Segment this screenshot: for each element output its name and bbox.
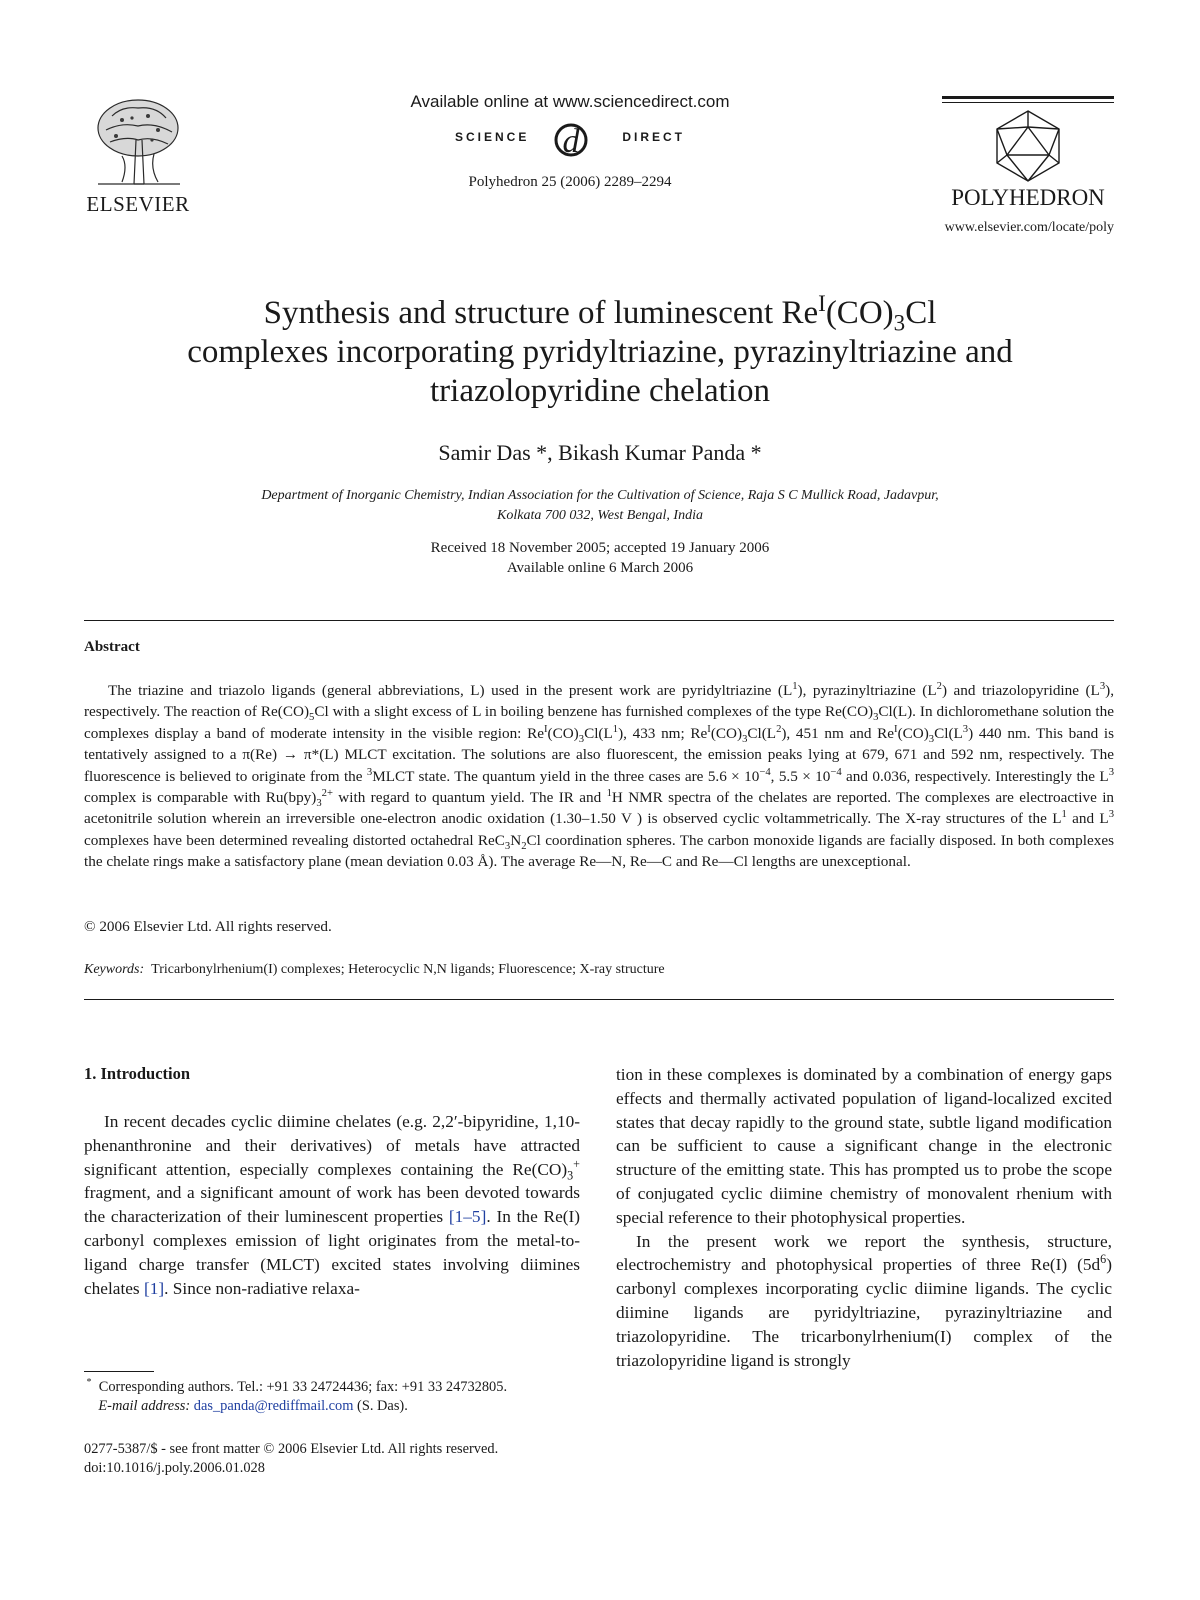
- elsevier-tree-icon: [92, 96, 184, 190]
- citation-link[interactable]: [1–5]: [448, 1207, 487, 1227]
- sciencedirect-science-text: SCIENCE: [455, 130, 530, 144]
- abstract-copyright: © 2006 Elsevier Ltd. All rights reserved.: [84, 918, 332, 935]
- polyhedron-wordmark: POLYHEDRON: [951, 185, 1105, 210]
- sciencedirect-logo: [455, 116, 685, 160]
- available-date: Available online 6 March 2006: [506, 560, 694, 576]
- body-column-left: In recent decades cyclic diimine chelates (e.g. 2,2′-bipyridine, 1,10-phenanthronine and their derivatives) of metals have attracted significant attention, especially complexes containing the $Re(CO)_3^+$ fragment, and a significant amount of work has been devoted towards the characterization of their luminescent properties [1–5]. In the Re(I) carbonyl complexes emission of light originates from the metal-to-ligand charge transfer (MLCT) excited states involving diimines chelates [1]. Since non-radiative relaxa-: [84, 1112, 581, 1298]
- paragraph: In the present work we report the synthesis, structure, electrochemistry and photophysical properties of three Re(I) $(5d^6)$ carbonyl complexes incorporating cyclic diimine ligands. The cyclic diimine ligands are pyridyltriazine, pyrazinyltriazine and triazolopyridine. The tricarbonylrhenium(I) complex of the triazolopyridine ligand is strongly: [616, 1231, 1112, 1370]
- keywords: [84, 962, 665, 978]
- front-matter: [84, 1440, 604, 1478]
- available-online-text: Available online at www.sciencedirect.com: [410, 92, 730, 111]
- body-column-right: [616, 1063, 1112, 1372]
- sciencedirect-d-icon: [553, 116, 589, 160]
- svg-text:d: d: [562, 123, 580, 160]
- journal-url[interactable]: www.elsevier.com/locate/poly: [944, 220, 1114, 235]
- icosahedron-icon: [993, 109, 1063, 183]
- elsevier-logo: [82, 96, 194, 216]
- abstract-heading: Abstract: [84, 639, 140, 655]
- email-link[interactable]: das_panda@rediffmail.com: [193, 1398, 354, 1414]
- citation-link[interactable]: [1]: [143, 1278, 165, 1298]
- elsevier-wordmark: ELSEVIER: [86, 192, 190, 216]
- polyhedron-rule: [942, 96, 1114, 99]
- divider: [84, 620, 1114, 621]
- sciencedirect-direct-text: DIRECT: [622, 130, 685, 144]
- abstract-body: The triazine and triazolo ligands (general abbreviations, L) used in the present work are pyridyltriazine $(L^1)$, pyrazinyltriazine $(L^2)$ and triazolopyridine $(L^3)$, respectively. The reaction of $Re(CO)_5Cl$ with a slight excess of L in boiling benzene has furnished complexes of the type $Re(CO)_3Cl(L)$. In dichloromethane solution the complexes display a band of moderate intensity in the visible region: $Re^I(CO)_3Cl(L^1)$, 433 nm; $Re^I(CO)_3Cl(L^2)$, 451 nm and $Re^I(CO)_3Cl(L^3)$ 440 nm. This band is tentatively assigned to a π(Re) → π*(L) MLCT excitation. The solutions are also fluorescent, the emission peaks lying at 679, 671 and 592 nm, respectively. The fluorescence is believed to originate from the $^3$MLCT state. The quantum yield in the three cases are $5.6 \times 10^{-4}$, $5.5 \times 10^{-4}$ and 0.036, respectively. Interestingly the $L^3$ complex is comparable with $Ru(bpy)_3^{2+}$ with regard to quantum yield. The IR and $^1$H NMR spectra of the chelates are reported. The complexes are electroactive in acetonitrile solution wherein an irreversible one-electron anodic oxidation (1.30–1.50 V ) is observed cyclic voltammetrically. The X-ray structures of the $L^1$ and $L^3$ complexes have been determined revealing distorted octahedral $ReC_3N_2Cl$ coordination spheres. The carbon monoxide ligands are facially disposed. In both complexes the chelate rings make a satisfactory plane (mean deviation 0.03 Å). The average Re—N, Re—C and Re—Cl lengths are unexceptional.: [84, 680, 1115, 871]
- footnote-divider: [84, 1371, 154, 1372]
- polyhedron-logo: [942, 96, 1114, 211]
- footnote: * Corresponding authors. Tel.: +91 33 24724436; fax: +91 33 24732805. E-mail address: das_panda@rediffmail.com (S. Das).: [84, 1377, 508, 1414]
- divider: [84, 999, 1114, 1000]
- doi: doi:10.1016/j.poly.2006.01.028: [84, 1460, 265, 1476]
- paragraph: tion in these complexes is dominated by a combination of energy gaps effects and thermally activated population of ligand-localized excited states that decay rapidly to the ground state, subtle ligand modification can be sufficient to cause a significant change in the electronic structure of the emitting state. This has prompted us to probe the scope of conjugated cyclic diimine chemistry of monovalent rhenium with special reference to their photophysical properties.: [616, 1065, 1112, 1227]
- keywords-label: Keywords:: [84, 962, 145, 977]
- issn: 0277-5387/$ - see front matter © 2006 Elsevier Ltd. All rights reserved.: [84, 1441, 499, 1457]
- article-dates: [150, 538, 1050, 578]
- affiliation: Department of Inorganic Chemistry, Indian Association for the Cultivation of Science, Raja S C Mullick Road, Jadavpur, Kolkata 700 032, West Bengal, India: [261, 488, 939, 523]
- received-date: Received 18 November 2005; accepted 19 January 2006: [430, 540, 770, 556]
- journal-citation: Polyhedron 25 (2006) 2289–2294: [468, 174, 672, 190]
- article-title: Synthesis and structure of luminescent $Re^I(CO)_3Cl$ complexes incorporating pyridyltriazine, pyrazinyltriazine and triazolopyridine chelation: [187, 290, 1013, 409]
- section-heading-introduction: 1. Introduction: [84, 1064, 191, 1083]
- polyhedron-rule-thin: [942, 102, 1114, 103]
- keywords-list: Tricarbonylrhenium(I) complexes; Heterocyclic N,N ligands; Fluorescence; X-ray structure: [151, 962, 665, 977]
- authors: Samir Das *, Bikash Kumar Panda *: [438, 440, 762, 465]
- header-center: [350, 92, 790, 191]
